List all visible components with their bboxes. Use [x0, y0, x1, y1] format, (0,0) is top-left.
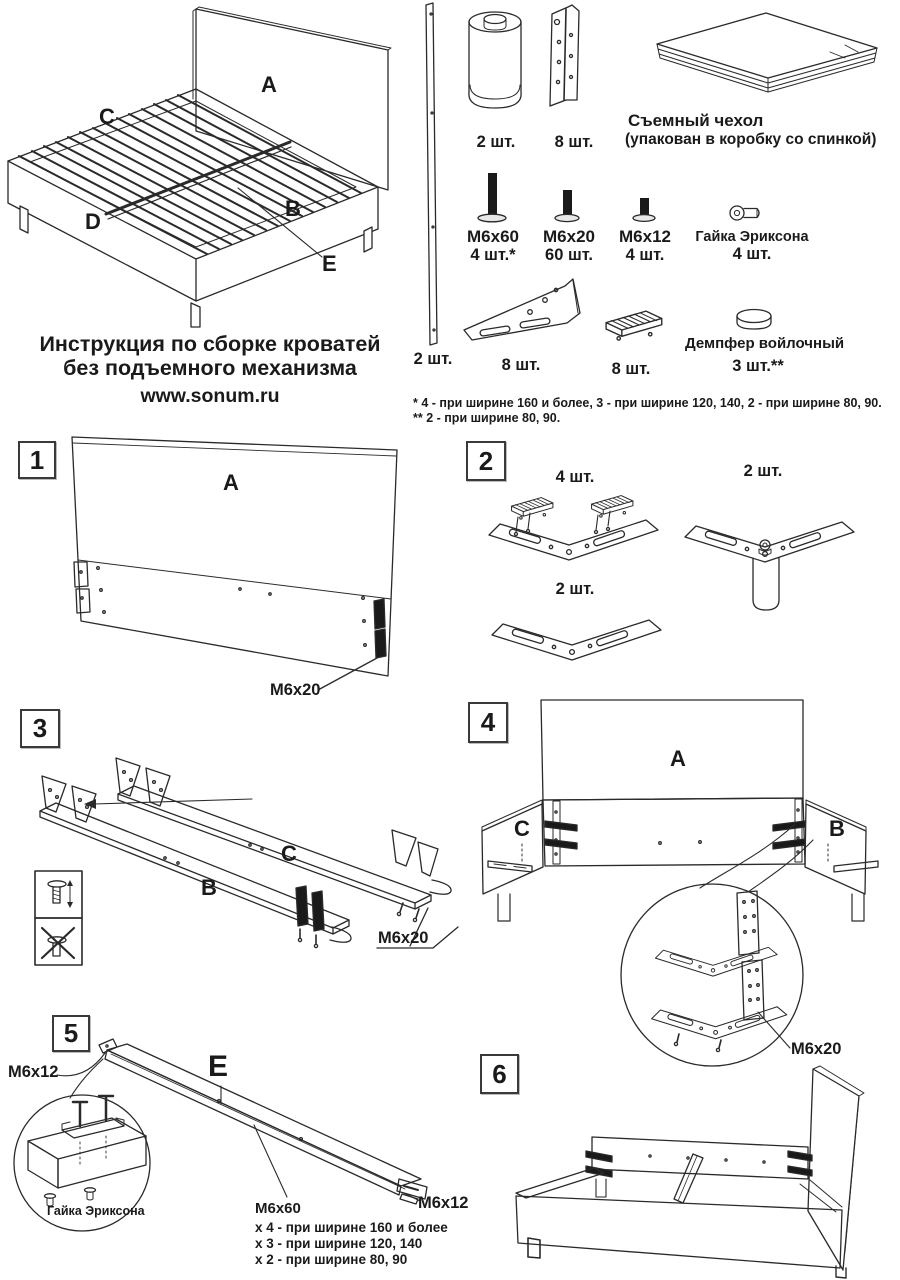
instruction-title-line2: без подъемного механизма [63, 356, 357, 381]
slat-holder-part-drawing [606, 311, 662, 340]
footnote-2: ** 2 - при ширине 80, 90. [413, 411, 561, 425]
step4-number: 4 [468, 702, 508, 743]
corner-bracket-part-drawing [550, 5, 579, 106]
step3-number: 3 [20, 709, 60, 748]
step4-label-b: B [829, 816, 845, 841]
screw-m6x20-qty: 60 шт. [545, 246, 593, 265]
step6-frame-drawing [516, 1066, 864, 1278]
step1-label-a: A [223, 470, 239, 495]
overview-label-d: D [85, 209, 101, 234]
slat-holder-qty: 8 шт. [611, 360, 651, 378]
step3-fastener-label: M6x20 [378, 929, 429, 947]
screw-m6x12-name: M6x12 [619, 227, 671, 246]
cover-note: (упакован в коробку со спинкой) [625, 131, 877, 148]
step4-label-a: A [670, 746, 686, 771]
step2-plates-drawing [489, 496, 854, 660]
damper-label: Демпфер войлочный [685, 335, 845, 352]
step5-nut-label: Гайка Эриксона [47, 1204, 145, 1218]
step5-note-3: x 2 - при ширине 80, 90 [255, 1252, 408, 1267]
instruction-title [30, 332, 390, 380]
corner-plate-part-drawing [464, 279, 580, 340]
step3-label-c: C [281, 841, 297, 866]
step2-leg-plates-qty: 2 шт. [743, 462, 783, 480]
step4-label-c: C [514, 816, 530, 841]
overview-label-e: E [322, 251, 337, 276]
overview-label-a: A [261, 72, 277, 97]
step1-fastener-label: M6x20 [270, 681, 321, 699]
screw-m6x60-drawing [478, 173, 506, 222]
step5-label-e: E [208, 1050, 229, 1083]
cover-name: Съемный чехол [628, 111, 764, 130]
step2-number: 2 [466, 441, 506, 481]
screw-m6x12-qty: 4 шт. [625, 246, 665, 265]
screw-m6x60-name: M6x60 [467, 227, 519, 246]
overview-label-c: C [99, 104, 115, 129]
screw-m6x20-drawing [555, 190, 579, 222]
screw-m6x60-label [455, 227, 531, 265]
corner-bracket-qty: 8 шт. [554, 133, 594, 151]
screw-m6x60-qty: 4 шт.* [470, 246, 516, 265]
website-url: www.sonum.ru [140, 385, 280, 407]
damper-drawing [737, 310, 771, 330]
screw-m6x12-label [607, 227, 683, 265]
overview-label-b: B [285, 196, 301, 221]
step2-holders-qty: 4 шт. [555, 468, 595, 486]
screw-m6x20-label [531, 227, 607, 265]
leg-part-drawing [469, 12, 521, 108]
step5-fastener-center-label: M6x60 [255, 1200, 301, 1217]
overview-bed-drawing [8, 7, 391, 327]
leg-qty: 2 шт. [476, 133, 516, 151]
step5-note-1: x 4 - при ширине 160 и более [255, 1220, 448, 1235]
footnote-1: * 4 - при ширине 160 и более, 3 - при ширине 120, 140, 2 - при ширине 80, 90. [413, 396, 882, 410]
step3-label-b: B [201, 875, 217, 900]
step1-number: 1 [18, 441, 56, 479]
step6-number: 6 [480, 1054, 519, 1094]
slat-part-drawing [426, 3, 437, 345]
erickson-nut-drawing [730, 206, 759, 220]
step5-number: 5 [52, 1015, 90, 1052]
step4-fastener-label: M6x20 [791, 1040, 842, 1058]
erickson-nut-qty: 4 шт. [732, 245, 772, 264]
step5-fastener-right-label: M6x12 [418, 1194, 469, 1212]
damper-qty: 3 шт.** [732, 357, 784, 375]
cover-part-drawing [657, 13, 877, 92]
screw-m6x20-name: M6x20 [543, 227, 595, 246]
step5-fastener-left-label: M6x12 [8, 1063, 59, 1081]
step2-plain-plates-qty: 2 шт. [555, 580, 595, 598]
erickson-nut-label [692, 229, 812, 264]
erickson-nut-name: Гайка Эриксона [695, 229, 809, 245]
instruction-title-line1: Инструкция по сборке кроватей [39, 332, 381, 356]
step5-note-2: x 3 - при ширине 120, 140 [255, 1236, 423, 1251]
screw-m6x12-drawing [633, 198, 655, 221]
slat-qty: 2 шт. [413, 350, 453, 368]
corner-plate-qty: 8 шт. [501, 356, 541, 374]
